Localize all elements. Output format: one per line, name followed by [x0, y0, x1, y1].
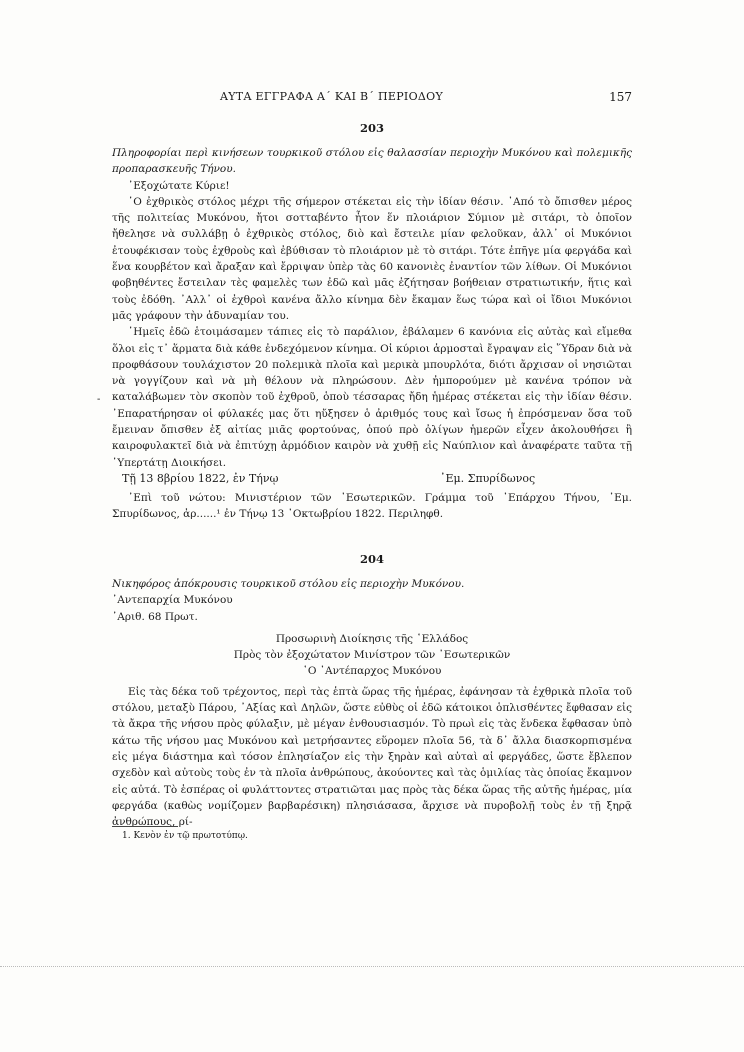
heading-line: Προσωρινὴ Διοίκησις τῆς ῾Ελλάδος [275, 632, 469, 645]
signature: ᾿Εμ. Σπυρίδωνος [440, 471, 536, 485]
body-paragraph: Εἰς τὰς δέκα τοῦ τρέχοντος, περὶ τὰς ἑπτὰ ὥρας τῆς ἡμέρας, ἐφάνησαν τὰ ἐχθρικὰ πλοῖα τοῦ στόλου, μεταξὺ Πάρου, ᾿Αξίας καὶ Δηλῶν, ὥστε εὐθὺς οἱ ἐδῶ κάτοικοι ὁπλισθέντες ἔφθασαν εἰς τὰ ἄκρα τῆς νήσου πρὸς φύλαξιν, μὲ μέγαν ἐνθουσιασμόν. Τὸ πρωὶ εἰς τὰς ἕνδεκα ἔφθασαν ὑπὸ κάτω τῆς νήσου μας Μυκόνου καὶ μετρήσαντες εὕρομεν πλοῖα 56, τὰ δ᾿ ἄλλα διασκορπισμένα εἰς μέγα διάστημα καὶ τόσον ἐπλησίαζον εἰς τὴν ξηρὰν καὶ αὐταὶ αἱ φεργάδες, ὥστε ἔβλεπον σχεδὸν καὶ αὐτοὺς τοὺς ἐν τὰ πλοῖα ἀνθρώπους, ἀκούοντες καὶ τὰς ὁμιλίας τὰς ὁποίας ἔκαμνον εἰς αὐτά. Τὸ ἑσπέρας οἱ φυλάττοντες στρατιῶται μας πρὸς τὰς δέκα ὥρας τῆς αὐτῆς ἡμέρας, μία φεργάδα (καθὼς νομίζομεν βαρβαρέσικη) πλησιάσασα, ἄρχισε νὰ πυροβολῇ τοὺς ἐν τῇ ξηρᾷ ἀνθρώπους, ρί- [112, 685, 632, 829]
scan-artifact [0, 966, 744, 967]
running-header [112, 90, 632, 108]
protocol-number: ᾿Αριθ. 68 Πρωτ. [112, 610, 198, 623]
footnote: 1. Κενὸν ἐν τῷ πρωτοτύπῳ. [122, 831, 248, 841]
document-203 [112, 145, 632, 523]
document-subject: Πληροφορίαι περὶ κινήσεων τουρκικοῦ στόλου εἰς θαλασσίαν περιοχὴν Μυκόνου καὶ πολεμικῆς προπαρασκευῆς Τήνου. [112, 147, 632, 176]
archival-note: ᾿Επὶ τοῦ νώτου: Μινιστέριον τῶν ᾿Εσωτερικῶν. Γράμμα τοῦ ᾿Επάρχου Τήνου, ᾿Εμ. Σπυρίδωνος, ἀρ......¹ ἐν Τήνῳ 13 ᾿Οκτωβρίου 1822. Περιληφθ. [112, 491, 632, 521]
page-number: 157 [609, 90, 632, 104]
place-date: Τῇ 13 8βρίου 1822, ἐν Τήνῳ [122, 471, 279, 485]
document-204 [112, 576, 632, 830]
sender: ᾿Αντεπαρχία Μυκόνου [112, 594, 233, 607]
heading-line: Πρὸς τὸν ἐξοχώτατον Μινίστρον τῶν ᾿Εσωτερικῶν [233, 649, 511, 662]
document-number-204: 204 [359, 552, 384, 566]
body-paragraph: ῾Ημεῖς ἐδῶ ἑτοιμάσαμεν τάπιες εἰς τὸ παράλιον, ἐβάλαμεν 6 κανόνια εἰς αὐτὰς καὶ εἴμεθα ὅλοι εἰς τ᾿ ἅρματα διὰ κάθε ἐνδεχόμενον κίνημα. Οἱ κύριοι ἁρμοσταὶ ἔγραψαν εἰς ῞Υδραν διὰ νὰ προφθάσουν τουλάχιστον 20 πολεμικὰ πλοῖα καὶ μερικὰ μπουρλότα, διότι ἄρχισαν οἱ νησιῶται νὰ γογγίζουν καὶ νὰ μὴ θέλουν νὰ πληρώσουν. Δὲν ἠμπορούμεν μὲ κανένα τρόπον νὰ καταλάβωμεν τὸν σκοπὸν τοῦ ἐχθροῦ, ὁποὺ τέσσαρας ἤδη ἡμέρας στέκεται εἰς τὴν ἰδίαν θέσιν. ᾿Επαρατήρησαν οἱ φύλακές μας ὅτι ηὔξησεν ὁ ἀριθμός τους καὶ ἴσως ἡ ἐπρόσμεναν ὅσα τοῦ ἔμειναν ὄπισθεν ἐξ αἰτίας μιᾶς φορτούνας, ὁπού πρὸ ὀλίγων ἡμερῶν εἶχεν ἀκολουθήσει ἢ καιροφυλακτεῖ διὰ νὰ ἐπιτύχῃ ἁρμόδιον καιρὸν νὰ χυθῇ εἰς Ναύπλιον καὶ ἀναφέρατε ταῦτα τῇ ῾Υπερτάτῃ Διοικήσει. [112, 326, 632, 469]
margin-mark: - [97, 394, 101, 405]
document-subject: Νικηφόρος ἀπόκρουσις τουρκικοῦ στόλου εἰς περιοχὴν Μυκόνου. [112, 578, 465, 590]
running-title: ΑΥΤΑ ΕΓΓΡΑΦΑ Α΄ ΚΑΙ Β΄ ΠΕΡΙΟΔΟΥ [220, 90, 444, 103]
footnote-rule [112, 826, 178, 827]
heading-line: ῾Ο ᾿Αντέπαρχος Μυκόνου [302, 665, 442, 678]
salutation: ᾿Εξοχώτατε Κύριε! [128, 179, 230, 192]
document-number-203: 203 [359, 121, 384, 135]
body-paragraph: ῾Ο ἐχθρικὸς στόλος μέχρι τῆς σήμερον στέκεται εἰς τὴν ἰδίαν θέσιν. ᾿Από τὸ ὄπισθεν μέρος τῆς πολιτείας Μυκόνου, ἤτοι σοτταβέντο ἦτον ἕν πλοιάριον Σύμιον μὲ σιτάρι, τὸ ὁποῖον ἤθελησε νὰ συλλάβῃ ὁ ἐχθρικὸς στόλος, διὸ καὶ ἔστειλε μίαν φελοῦκαν, ἀλλ᾿ οἱ Μυκόνιοι ἐτουφέκισαν τοὺς ἐχθροὺς καὶ ἐβύθισαν τὸ πλοιάριον μὲ τὸ σιτάρι. Τότε ἐπῆγε μία φεργάδα καὶ ἕνα κουρβέτον καὶ ἄραξαν καὶ ἔρριψαν ὑπὲρ τὰς 60 κανονιὲς ἐναντίον τῶν λίθων. Οἱ Μυκόνιοι φοβηθέντες ἔστειλαν τὲς φαμελὲς των ἐδῶ καὶ μᾶς ἐζήτησαν βοήθειαν στρατιωτικήν, ἥτις καὶ τοὺς ἐδόθη. ᾿Αλλ᾿ οἱ ἐχθροὶ κανένα ἄλλο κίνημα δὲν ἔκαμαν ἕως τώρα καὶ οἱ ἴδιοι Μυκόνιοι μᾶς γράφουν τὴν ἀδυναμίαν του. [112, 195, 632, 322]
signature-line [112, 471, 632, 488]
